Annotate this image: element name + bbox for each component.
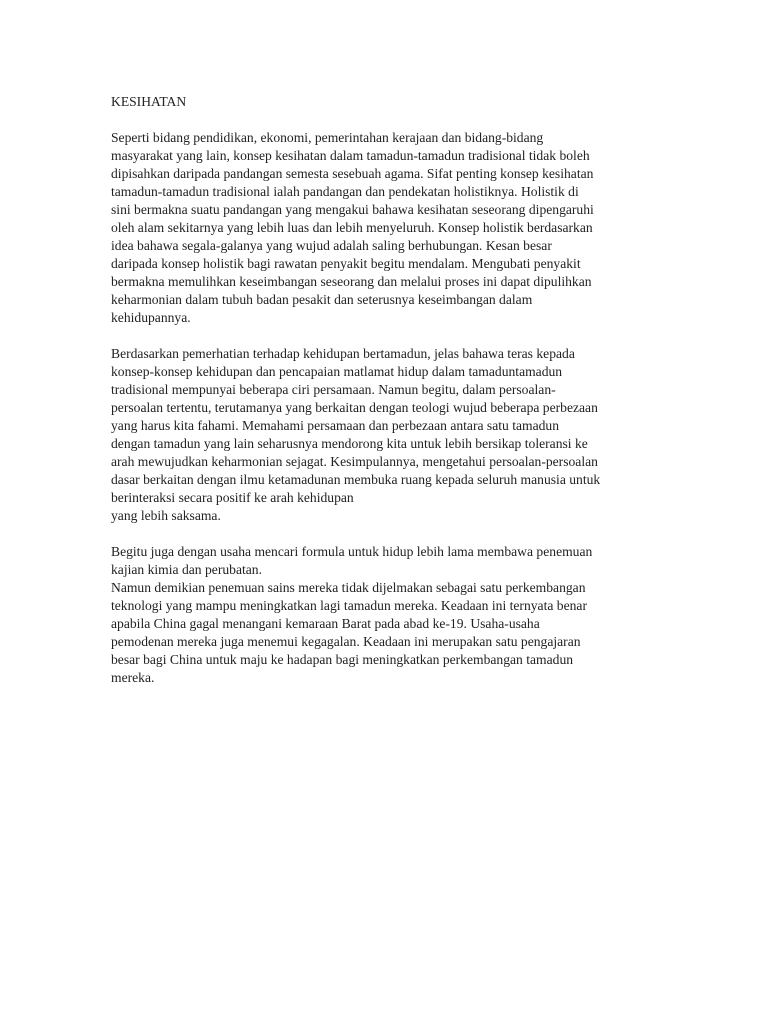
paragraph-line: kajian kimia dan perubatan.	[111, 562, 262, 577]
paragraph-line: keharmonian dalam tubuh badan pesakit dan seterusnya keseimbangan dalam	[111, 292, 533, 307]
paragraph-line: yang lebih saksama.	[111, 508, 221, 523]
paragraph-line: arah mewujudkan keharmonian sejagat. Kesimpulannya, mengetahui persoalan-persoalan	[111, 454, 598, 469]
paragraph-line: tradisional mempunyai beberapa ciri persamaan. Namun begitu, dalam persoalan-	[111, 382, 556, 397]
paragraph-line: persoalan tertentu, terutamanya yang berkaitan dengan teologi wujud beberapa perbezaan	[111, 400, 598, 415]
paragraph	[111, 129, 671, 327]
paragraph-line: dasar berkaitan dengan ilmu ketamadunan membuka ruang kepada seluruh manusia untuk	[111, 472, 601, 487]
paragraph-line: apabila China gagal menangani kemaraan Barat pada abad ke-19. Usaha-usaha	[111, 616, 540, 631]
paragraph-line: konsep-konsep kehidupan dan pencapaian matlamat hidup dalam tamaduntamadun	[111, 364, 563, 379]
paragraph-line: besar bagi China untuk maju ke hadapan bagi meningkatkan perkembangan tamadun	[111, 652, 574, 667]
document-title: KESIHATAN	[111, 94, 187, 109]
paragraph	[111, 543, 671, 687]
paragraph-line: tamadun-tamadun tradisional ialah pandangan dan pendekatan holistiknya. Holistik di	[111, 184, 579, 199]
paragraph-line: bermakna memulihkan keseimbangan seseorang dan melalui proses ini dapat dipulihkan	[111, 274, 592, 289]
paragraph-line: mereka.	[111, 670, 155, 685]
paragraph-line: pemodenan mereka juga menemui kegagalan. Keadaan ini merupakan satu pengajaran	[111, 634, 581, 649]
paragraph-line: yang harus kita fahami. Memahami persamaan dan perbezaan antara satu tamadun	[111, 418, 560, 433]
paragraph-line: masyarakat yang lain, konsep kesihatan dalam tamadun-tamadun tradisional tidak boleh	[111, 148, 590, 163]
paragraph-line: Berdasarkan pemerhatian terhadap kehidupan bertamadun, jelas bahawa teras kepada	[111, 346, 575, 361]
paragraph-line: oleh alam sekitarnya yang lebih luas dan lebih menyeluruh. Konsep holistik berdasarkan	[111, 220, 593, 235]
paragraph-line: sini bermakna suatu pandangan yang mengakui bahawa kesihatan seseorang dipengaruhi	[111, 202, 594, 217]
paragraph-line: dengan tamadun yang lain seharusnya mendorong kita untuk lebih bersikap toleransi ke	[111, 436, 588, 451]
paragraph-line: Namun demikian penemuan sains mereka tidak dijelmakan sebagai satu perkembangan	[111, 580, 586, 595]
document-body	[111, 93, 671, 705]
paragraph-line: daripada konsep holistik bagi rawatan penyakit begitu mendalam. Mengubati penyakit	[111, 256, 581, 271]
paragraph-line: berinteraksi secara positif ke arah kehidupan	[111, 490, 354, 505]
paragraph-line: kehidupannya.	[111, 310, 191, 325]
paragraph-line: teknologi yang mampu meningkatkan lagi tamadun mereka. Keadaan ini ternyata benar	[111, 598, 587, 613]
paragraph	[111, 345, 671, 525]
paragraph-container	[111, 129, 671, 687]
paragraph-line: idea bahawa segala-galanya yang wujud adalah saling berhubungan. Kesan besar	[111, 238, 552, 253]
paragraph-line: Seperti bidang pendidikan, ekonomi, pemerintahan kerajaan dan bidang-bidang	[111, 130, 544, 145]
paragraph-line: Begitu juga dengan usaha mencari formula untuk hidup lebih lama membawa penemuan	[111, 544, 593, 559]
paragraph-line: dipisahkan daripada pandangan semesta sesebuah agama. Sifat penting konsep kesihatan	[111, 166, 594, 181]
